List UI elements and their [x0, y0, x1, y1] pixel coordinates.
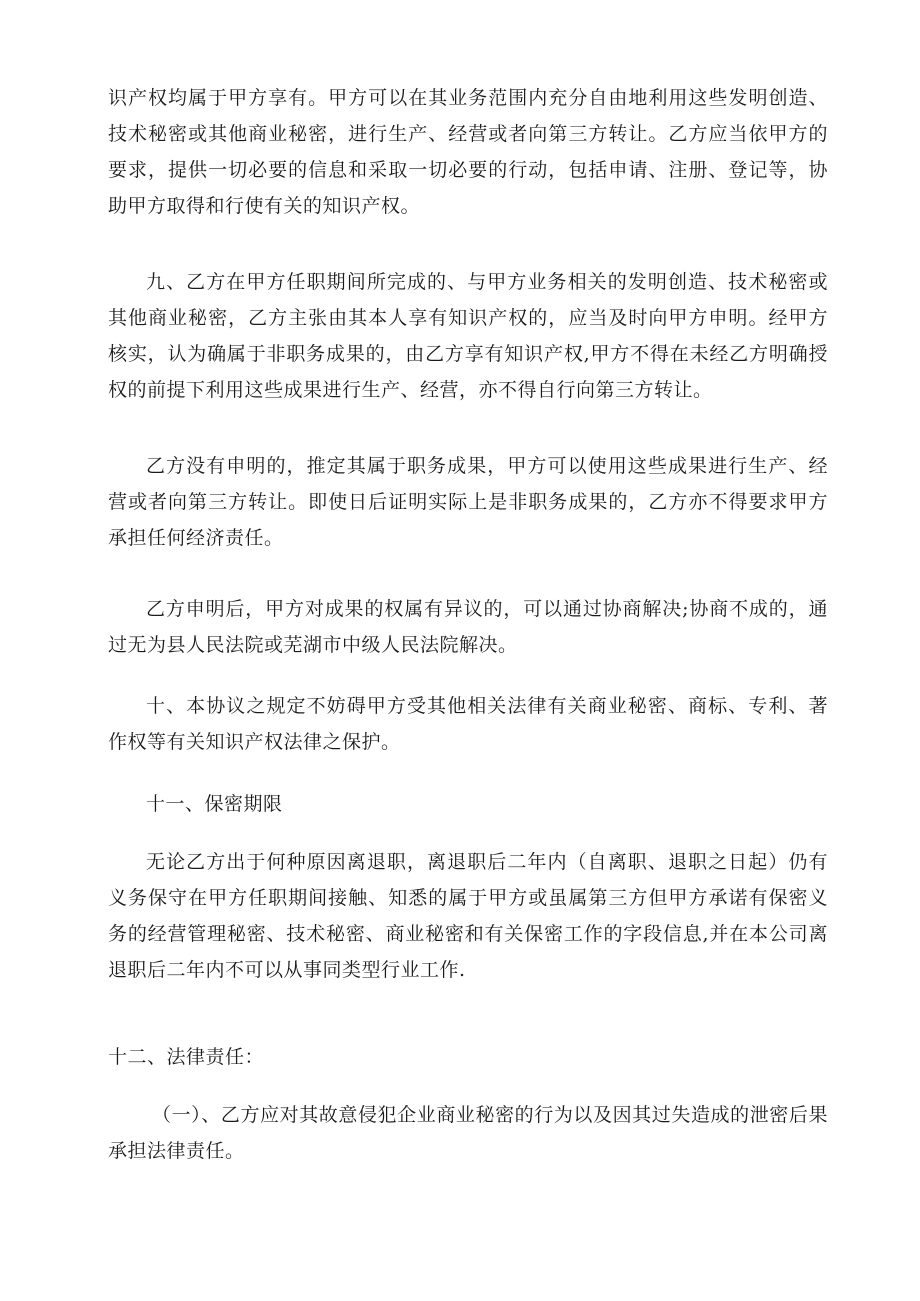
- heading-clause-11: 十一、保密期限: [146, 793, 283, 815]
- paragraph-clause-10: 十、本协议之规定不妨碍甲方受其他相关法律有关商业秘密、商标、专利、著作权等有关知识产权法律之保护。: [108, 695, 828, 753]
- paragraph-ip-ownership-continued: 识产权均属于甲方享有。甲方可以在其业务范围内充分自由地利用这些发明创造、技术秘密或其他商业秘密，进行生产、经营或者向第三方转让。乙方应当依甲方的要求，提供一切必要的信息和采取一切必要的行动，包括申请、注册、登记等，协助甲方取得和行使有关的知识产权。: [108, 87, 828, 217]
- paragraph-confidentiality-period: 无论乙方出于何种原因离退职，离退职后二年内（自离职、退职之日起）仍有义务保守在甲方任职期间接触、知悉的属于甲方或虽属第三方但甲方承诺有保密义务的经营管理秘密、技术秘密、商业秘密和有关保密工作的字段信息,并在本公司离退职后二年内不可以从事同类型行业工作.: [108, 851, 828, 981]
- heading-clause-12: 十二、法律责任：: [108, 1046, 265, 1068]
- paragraph-undeclared-results: 乙方没有申明的，推定其属于职务成果，甲方可以使用这些成果进行生产、经营或者向第三方转让。即使日后证明实际上是非职务成果的，乙方亦不得要求甲方承担任何经济责任。: [108, 455, 828, 549]
- paragraph-legal-liability-1: （一）、乙方应对其故意侵犯企业商业秘密的行为以及因其过失造成的泄密后果承担法律责任。: [108, 1104, 828, 1162]
- paragraph-dispute-resolution: 乙方申明后，甲方对成果的权属有异议的，可以通过协商解决;协商不成的，通过无为县人民法院或芜湖市中级人民法院解决。: [108, 598, 828, 656]
- paragraph-clause-9: 九、乙方在甲方任职期间所完成的、与甲方业务相关的发明创造、技术秘密或其他商业秘密，乙方主张由其本人享有知识产权的，应当及时向甲方申明。经甲方核实，认为确属于非职务成果的，由乙方享有知识产权,甲方不得在未经乙方明确授权的前提下利用这些成果进行生产、经营，亦不得自行向第三方转让。: [108, 271, 828, 401]
